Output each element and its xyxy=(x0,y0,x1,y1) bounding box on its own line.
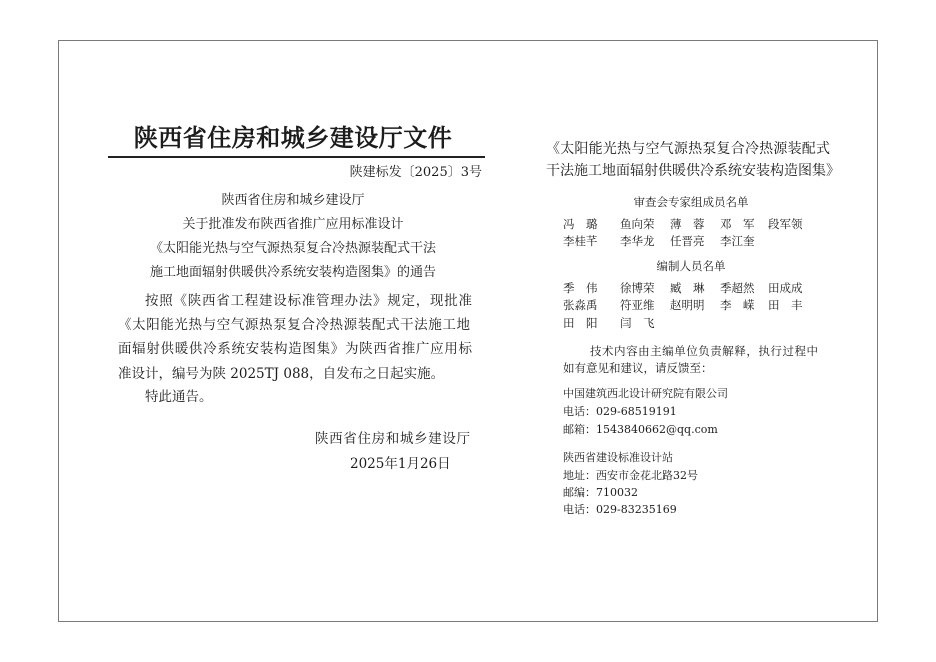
compiler-member: 臧 琳 xyxy=(670,281,705,295)
contact-org: 陕西省建设标准设计站 xyxy=(563,451,673,464)
notice-date: 2025年1月26日 xyxy=(350,456,451,472)
compiler-member: 符亚维 xyxy=(620,298,655,312)
header-rule xyxy=(108,156,485,158)
review-panel-member: 薄 蓉 xyxy=(670,217,705,231)
notice-heading-line: 《太阳能光热与空气源热泵复合冷热源装配式干法 xyxy=(149,241,436,256)
compiler-member: 李 嵘 xyxy=(720,298,755,312)
compilers-row xyxy=(563,283,808,295)
contact-line: 邮箱：1543840662@qq.com xyxy=(563,423,718,436)
compilers-row xyxy=(563,318,808,330)
review-panel-member: 段军领 xyxy=(768,217,803,231)
compiler-member: 田 阳 xyxy=(563,316,598,330)
compiler-member: 徐博荣 xyxy=(620,281,655,295)
compiler-member: 田成成 xyxy=(768,281,803,295)
feedback-note-line: 如有意见和建议，请反馈至： xyxy=(563,361,713,375)
review-panel-member: 李江奎 xyxy=(720,234,755,248)
review-panel-row xyxy=(563,219,808,231)
contact-line: 电话：029-68519191 xyxy=(563,405,677,418)
compiler-member: 赵明明 xyxy=(670,298,705,312)
issuing-authority-title: 陕西省住房和城乡建设厅文件 xyxy=(133,123,453,152)
document-number: 陕建标发〔2025〕3号 xyxy=(349,165,482,180)
contact-org: 中国建筑西北设计研究院有限公司 xyxy=(563,387,728,400)
atlas-title-line: 《太阳能光热与空气源热泵复合冷热源装配式 xyxy=(546,141,830,157)
compiler-member: 季超然 xyxy=(720,281,755,295)
compiler-member: 田 丰 xyxy=(768,298,803,312)
notice-closing: 特此通告。 xyxy=(145,389,213,405)
notice-heading-line: 关于批准发布陕西省推广应用标准设计 xyxy=(182,217,404,232)
contact-line: 电话：029-83235169 xyxy=(563,503,677,516)
notice-heading-line: 陕西省住房和城乡建设厅 xyxy=(221,193,365,208)
contact-line: 地址：西安市金花北路32号 xyxy=(563,469,698,482)
notice-body-line: 《太阳能光热与空气源热泵复合冷热源装配式干法施工地 xyxy=(118,317,470,333)
review-panel-member: 李华龙 xyxy=(620,234,655,248)
feedback-note-line: 技术内容由主编单位负责解释，执行过程中 xyxy=(590,344,818,358)
compiler-member: 闫 飞 xyxy=(620,316,655,330)
notice-body-line: 按照《陕西省工程建设标准管理办法》规定，现批准 xyxy=(145,293,472,309)
review-panel-member: 冯 璐 xyxy=(563,217,598,231)
review-panel-heading: 审查会专家组成员名单 xyxy=(633,195,749,209)
compiler-member: 张淼禹 xyxy=(563,298,598,312)
atlas-title-line: 干法施工地面辐射供暖供冷系统安装构造图集》 xyxy=(546,163,840,179)
notice-body-line: 准设计，编号为陕 2025TJ 088，自发布之日起实施。 xyxy=(118,366,445,382)
review-panel-member: 鱼向荣 xyxy=(620,217,655,231)
review-panel-member: 任晋亮 xyxy=(670,234,705,248)
notice-body-line: 面辐射供暖供冷系统安装构造图集》为陕西省推广应用标 xyxy=(118,341,472,357)
contact-line: 邮编：710032 xyxy=(563,486,638,499)
notice-heading-line: 施工地面辐射供暖供冷系统安装构造图集》的通告 xyxy=(149,265,436,280)
compilers-row xyxy=(563,300,808,312)
compiler-member: 季 伟 xyxy=(563,281,598,295)
review-panel-row xyxy=(563,236,808,248)
compilers-heading: 编制人员名单 xyxy=(656,259,726,273)
notice-issuer: 陕西省住房和城乡建设厅 xyxy=(315,431,470,447)
review-panel-member: 李桂芊 xyxy=(563,234,598,248)
review-panel-member: 邓 军 xyxy=(720,217,755,231)
